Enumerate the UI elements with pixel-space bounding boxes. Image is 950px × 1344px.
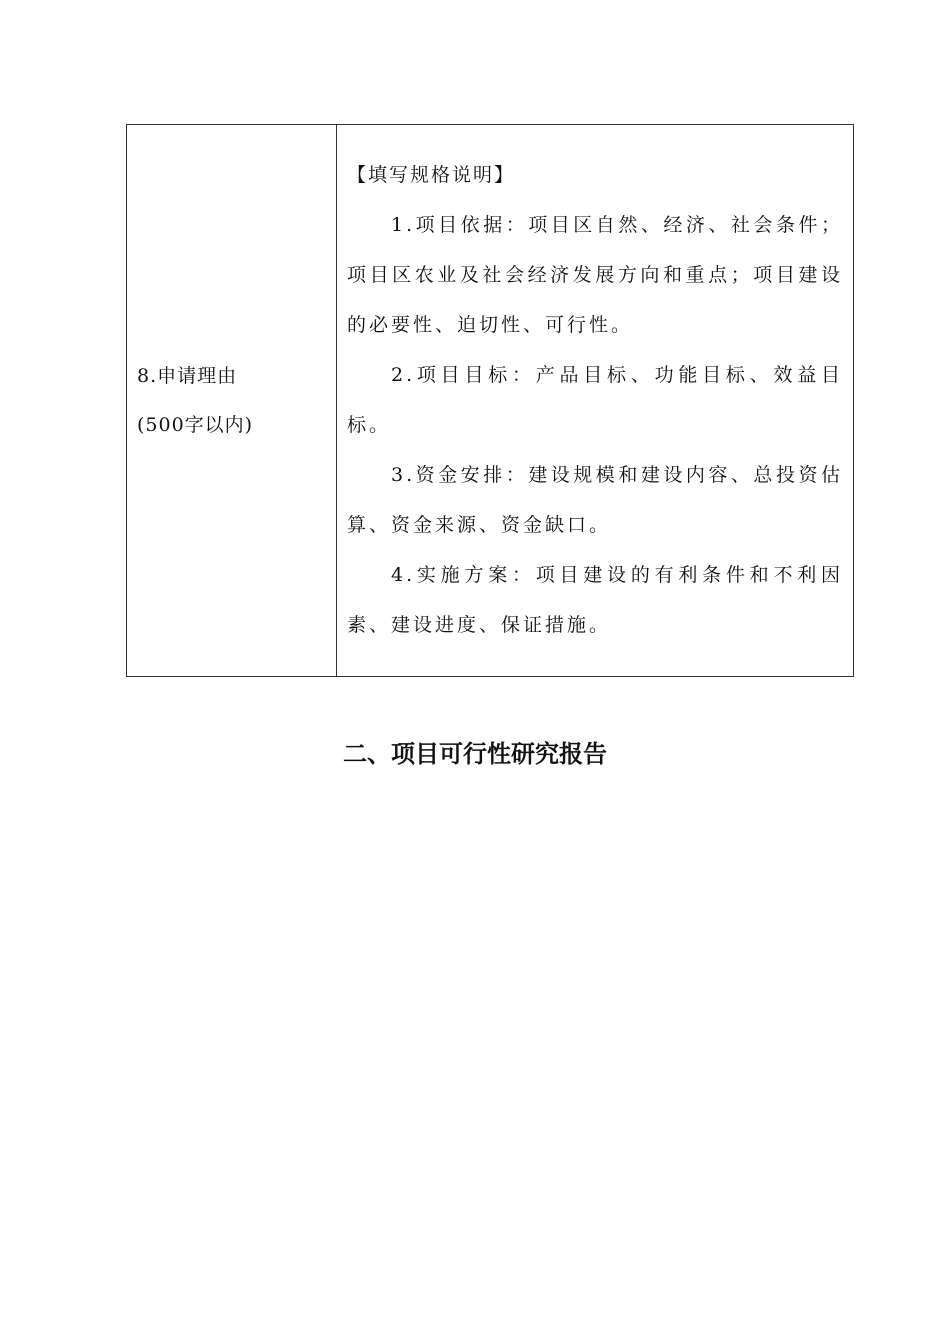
spec-item-funding: 3.资金安排：建设规模和建设内容、总投资估算、资金来源、资金缺口。 <box>347 464 843 536</box>
field-content-cell <box>337 125 854 677</box>
spec-item-plan: 4.实施方案：项目建设的有利条件和不利因素、建设进度、保证措施。 <box>347 564 843 636</box>
spec-item-goals: 2.项目目标：产品目标、功能目标、效益目标。 <box>347 364 843 436</box>
section-title: 二、项目可行性研究报告 <box>343 740 607 768</box>
table-row <box>127 125 854 677</box>
field-label-title: 8.申请理由 <box>137 364 238 387</box>
field-label-limit: (500字以内) <box>137 413 254 436</box>
spec-header: 【填写规格说明】 <box>347 164 516 186</box>
field-label-cell <box>127 125 337 677</box>
spec-item-basis: 1.项目依据：项目区自然、经济、社会条件；项目区农业及社会经济发展方向和重点；项目建设的必要性、迫切性、可行性。 <box>347 214 843 336</box>
application-form-table <box>126 124 854 677</box>
